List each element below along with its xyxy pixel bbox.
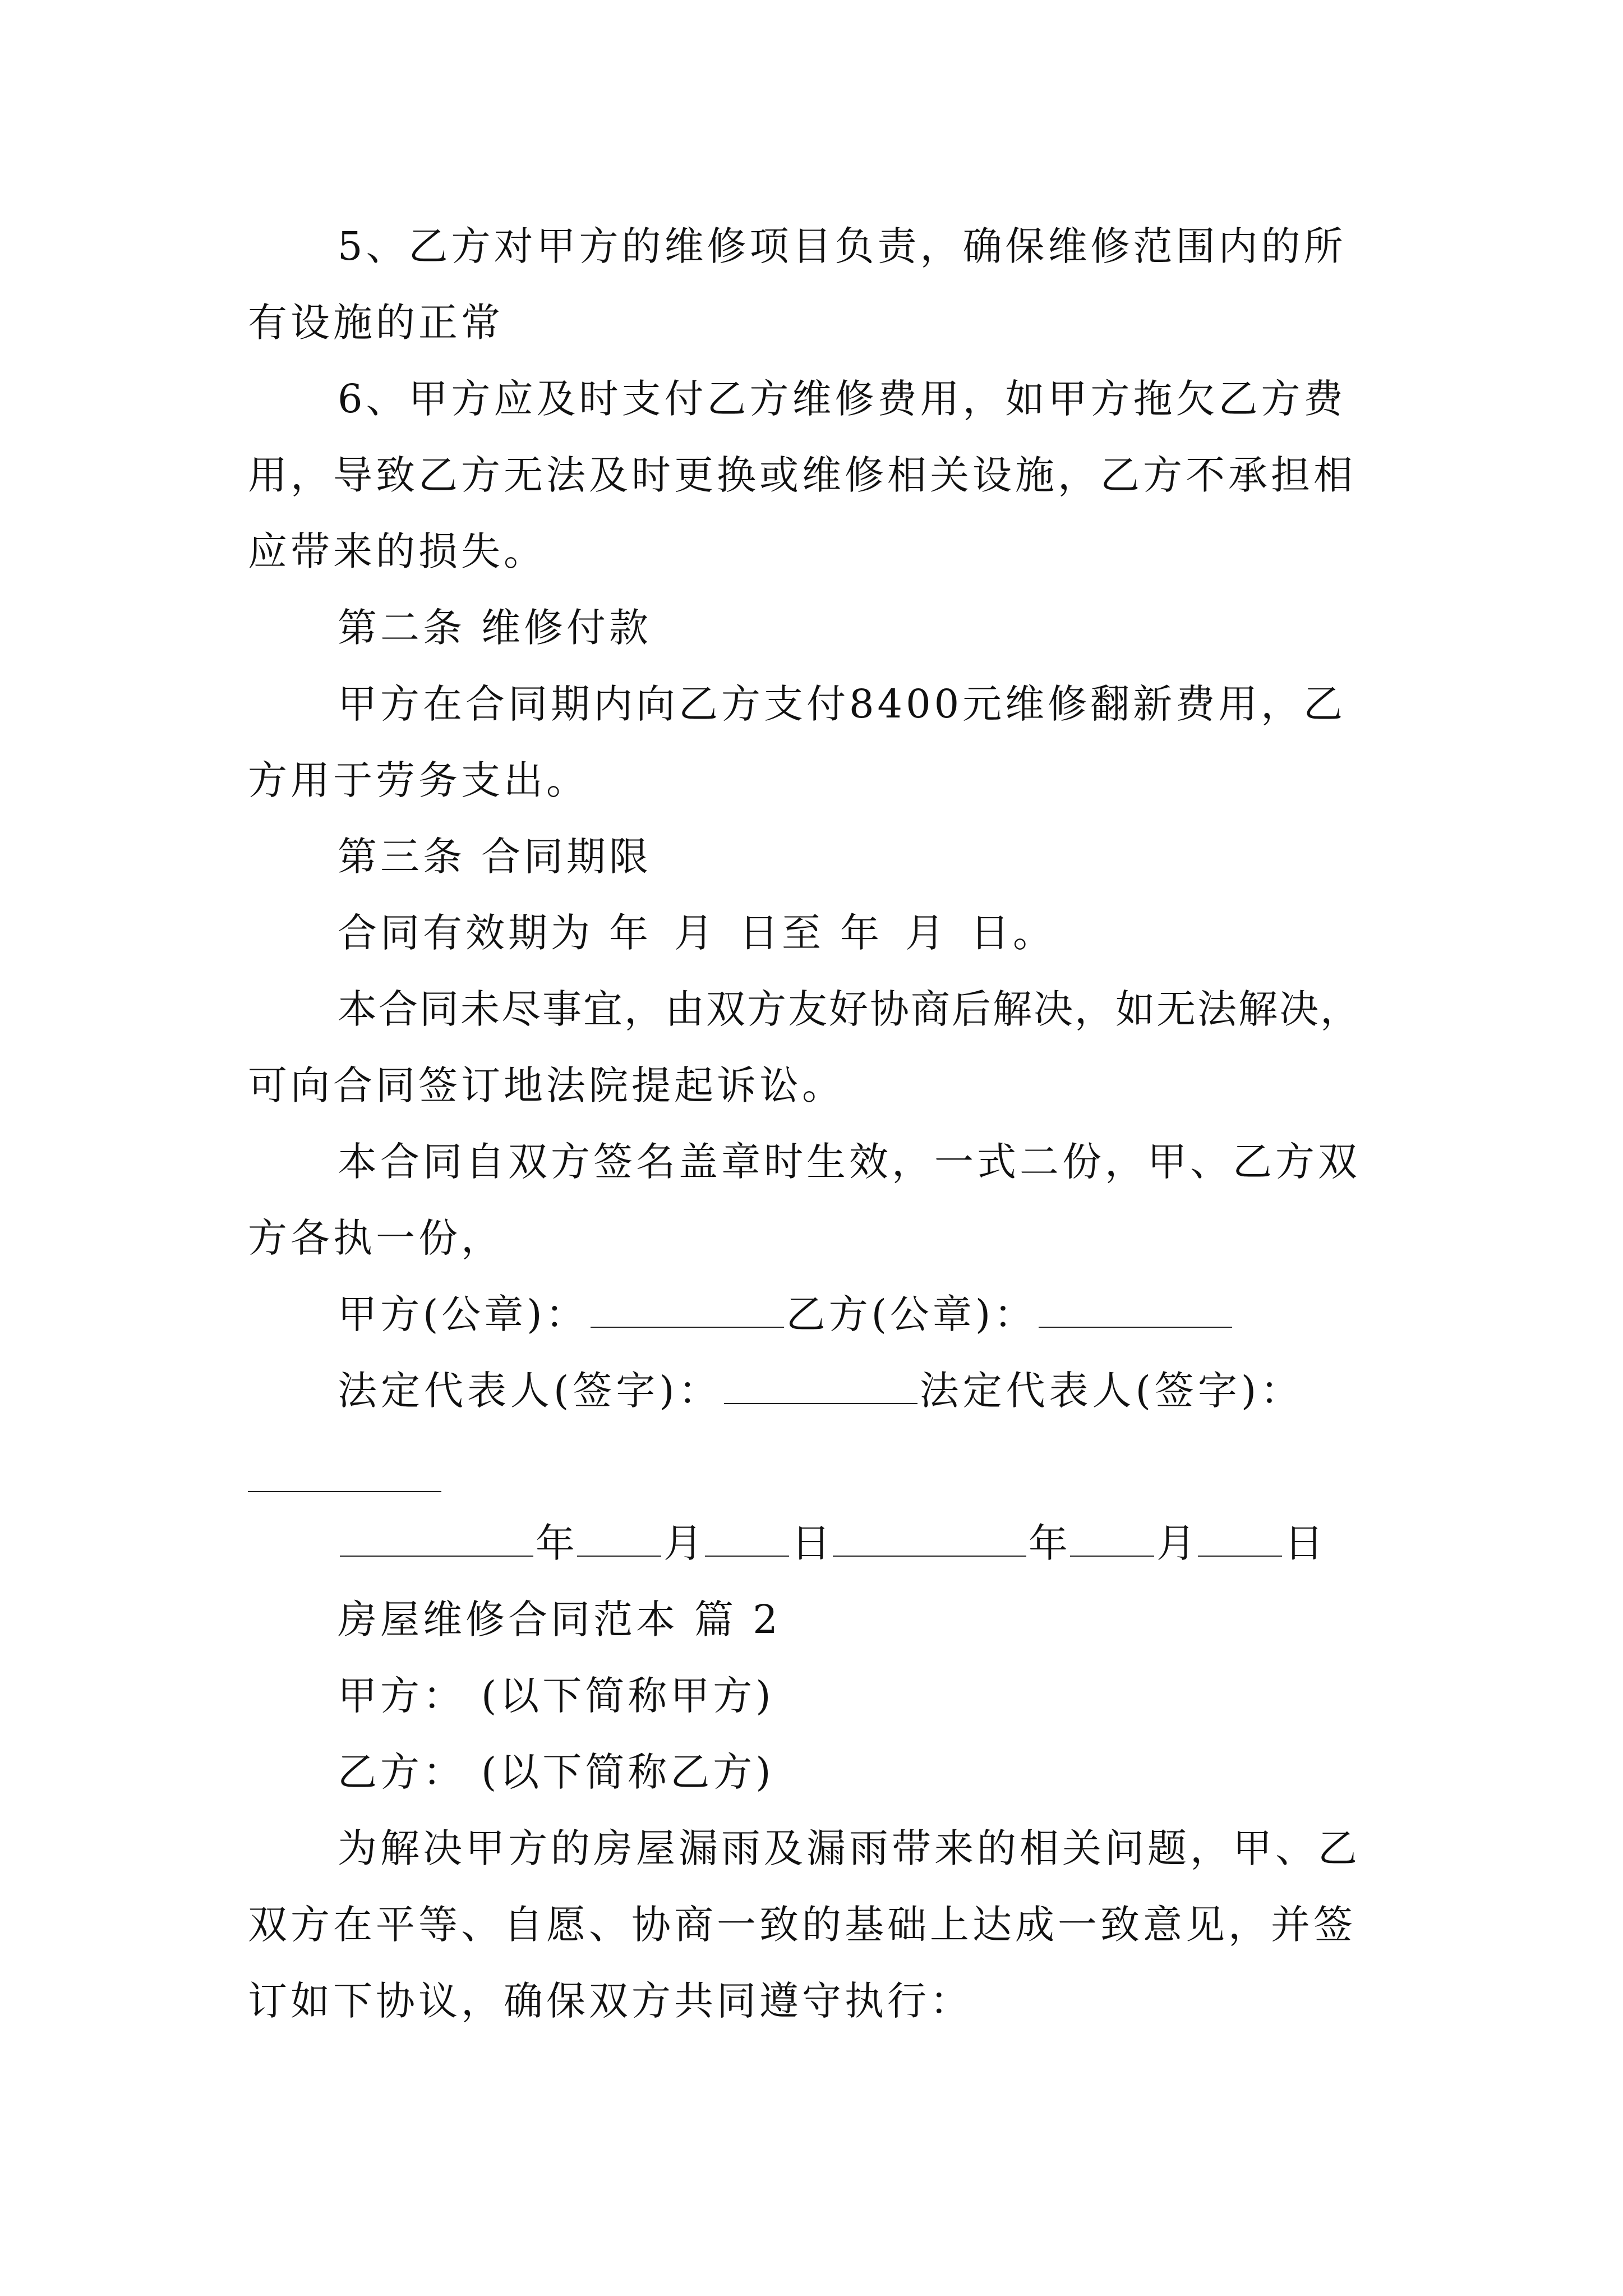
preamble-line-2: 双方在平等、自愿、协商一致的基础上达成一致意见，并签 xyxy=(248,1902,1356,1948)
party-a-note: (以下简称甲方) xyxy=(481,1673,774,1719)
date-b-day: 日 xyxy=(1284,1520,1324,1566)
section-2-heading xyxy=(338,1596,781,1642)
date-b-month: 月 xyxy=(1156,1520,1196,1566)
term-label: 合同有效期为 xyxy=(338,910,593,956)
term-end-day: 日。 xyxy=(970,910,1055,956)
contract-term-line xyxy=(338,910,1055,956)
term-end-month: 月 xyxy=(905,910,948,956)
dispute-line-1: 本合同未尽事宜，由双方友好协商后解决，如无法解决， xyxy=(338,986,1361,1032)
paragraph-6-line-1: 6、甲方应及时支付乙方维修费用，如甲方拖欠乙方费 xyxy=(338,376,1347,422)
article-2-heading xyxy=(338,605,652,651)
dispute-line-2: 可向合同签订地法院提起诉讼。 xyxy=(248,1062,845,1108)
date-b-year-blank xyxy=(833,1556,1026,1557)
paragraph-6-line-3: 应带来的损失。 xyxy=(248,528,546,574)
term-start-month: 月 xyxy=(674,910,717,956)
preamble-line-3: 订如下协议，确保双方共同遵守执行： xyxy=(248,1978,972,2024)
date-line xyxy=(338,1520,1324,1566)
party-b-representative-blank xyxy=(248,1491,441,1492)
date-a-year: 年 xyxy=(536,1520,575,1566)
party-a-line xyxy=(338,1673,774,1719)
party-a-label: 甲方： xyxy=(338,1673,465,1719)
term-start-day: 日至 xyxy=(739,910,824,956)
party-a-seal-label: 甲方(公章)： xyxy=(338,1291,588,1337)
article-2-number: 第二条 xyxy=(338,605,465,651)
article-3-heading xyxy=(338,834,652,880)
party-b-representative-label: 法定代表人(签字)： xyxy=(919,1368,1304,1414)
party-a-seal-blank xyxy=(591,1327,784,1328)
term-start-year: 年 xyxy=(609,910,652,956)
date-b-day-blank xyxy=(1198,1556,1282,1557)
party-a-representative-blank xyxy=(724,1403,917,1404)
section-2-part: 篇 2 xyxy=(694,1596,781,1642)
article-2-title: 维修付款 xyxy=(481,605,652,651)
party-b-line xyxy=(338,1749,774,1795)
article-3-number: 第三条 xyxy=(338,834,465,880)
date-b-year: 年 xyxy=(1029,1520,1068,1566)
date-a-month-blank xyxy=(577,1556,661,1557)
payment-line-2: 方用于劳务支出。 xyxy=(248,757,589,803)
party-b-seal-blank xyxy=(1039,1327,1232,1328)
preamble-line-1: 为解决甲方的房屋漏雨及漏雨带来的相关问题，甲、乙 xyxy=(338,1825,1361,1871)
date-a-day: 日 xyxy=(791,1520,831,1566)
article-3-title: 合同期限 xyxy=(481,834,652,880)
party-a-representative-label: 法定代表人(签字)： xyxy=(338,1368,722,1414)
section-2-title: 房屋维修合同范本 xyxy=(338,1596,679,1642)
payment-line-1: 甲方在合同期内向乙方支付8400元维修翻新费用，乙 xyxy=(338,681,1347,727)
effect-line-2: 方各执一份， xyxy=(248,1215,504,1261)
effect-line-1: 本合同自双方签名盖章时生效，一式二份，甲、乙方双 xyxy=(338,1139,1361,1185)
date-a-day-blank xyxy=(705,1556,789,1557)
party-b-label: 乙方： xyxy=(338,1749,465,1795)
date-a-month: 月 xyxy=(663,1520,703,1566)
date-b-month-blank xyxy=(1070,1556,1154,1557)
seal-line xyxy=(338,1291,1234,1337)
paragraph-6-line-2: 用，导致乙方无法及时更换或维修相关设施，乙方不承担相 xyxy=(248,452,1356,498)
term-end-year: 年 xyxy=(840,910,883,956)
representative-line xyxy=(338,1368,1304,1414)
party-b-seal-label: 乙方(公章)： xyxy=(786,1291,1037,1337)
date-a-year-blank xyxy=(340,1556,533,1557)
party-b-note: (以下简称乙方) xyxy=(481,1749,774,1795)
paragraph-5-line-1: 5、乙方对甲方的维修项目负责，确保维修范围内的所 xyxy=(338,223,1347,269)
paragraph-5-line-2: 有设施的正常 xyxy=(248,300,504,346)
